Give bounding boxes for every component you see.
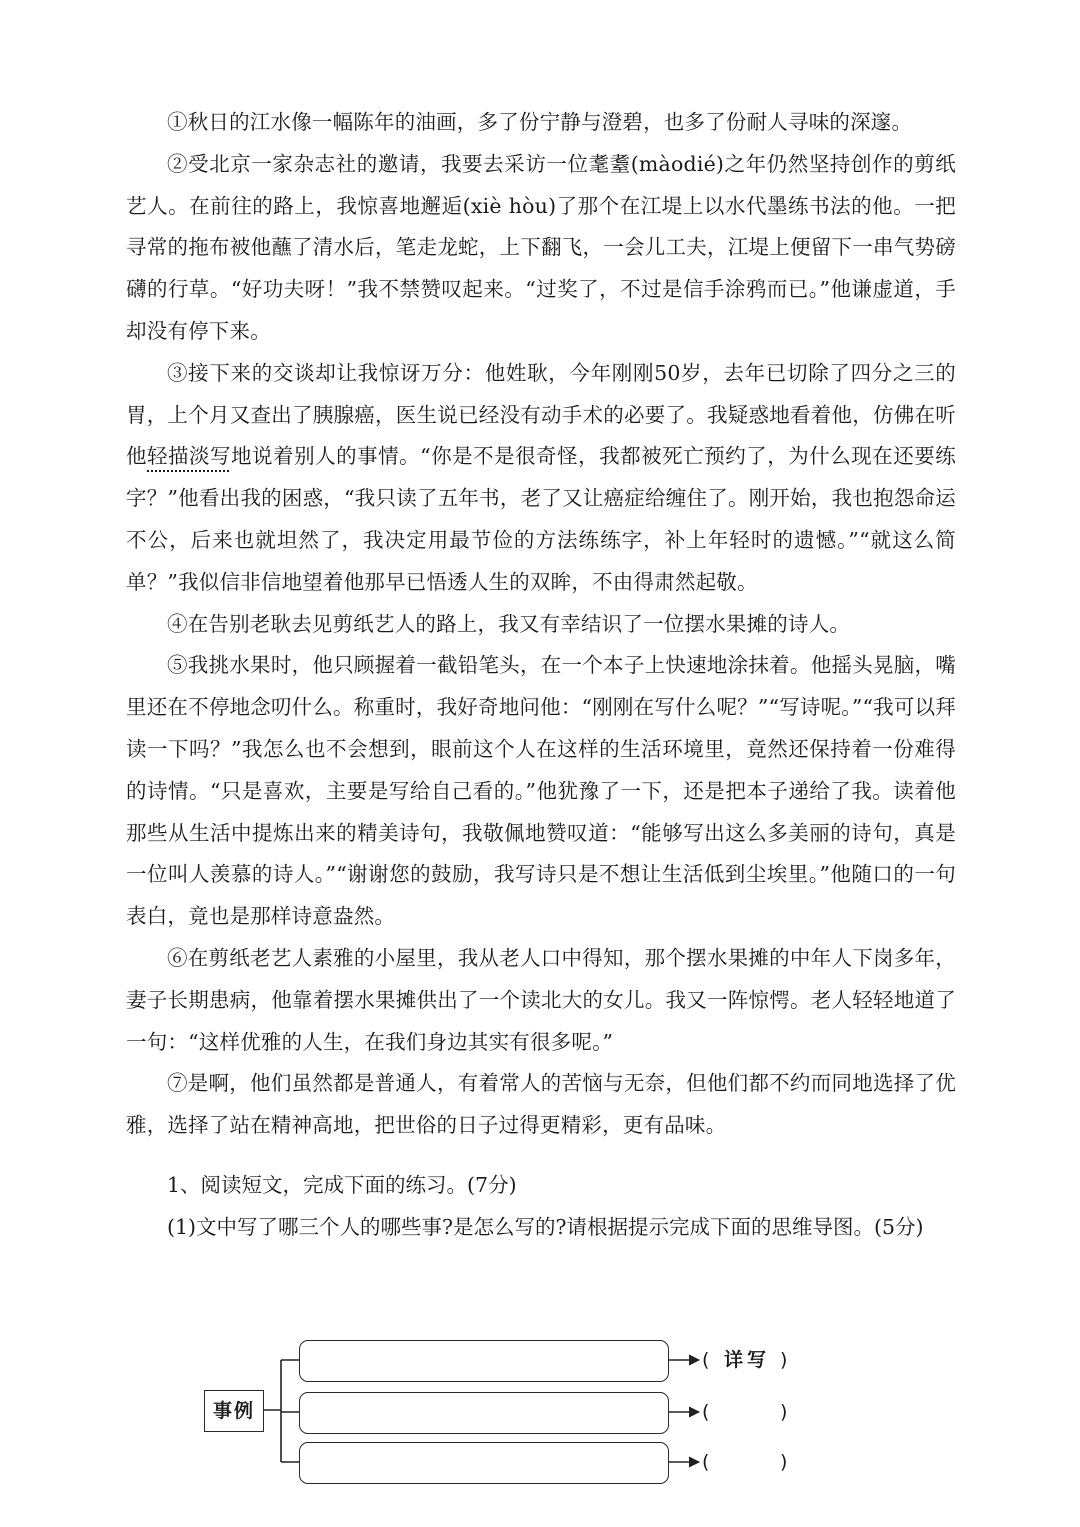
emphasized-phrase: 轻描淡写: [147, 444, 232, 469]
paren-open: (: [702, 1349, 710, 1371]
root-node-events: 事例: [204, 1390, 264, 1432]
paragraph-5: ⑤我挑水果时，他只顾握着一截铅笔头，在一个本子上快速地涂抹着。他摇头晃脑，嘴里还在不停地念叨什么。称重时，我好奇地问他：“刚刚在写什么呢？”“写诗呢。”“我可以拜读一下吗？”我怎么也不会想到，眼前这个人在这样的生活环境里，竟然还保持着一份难得的诗情。“只是喜欢，主要是写给自己看的。”他犹豫了一下，还是把本子递给了我。读着他那些从生活中提炼出来的精美诗句，我敬佩地赞叹道：“能够写出这么多美丽的诗句，真是一位叫人羡慕的诗人。”“谢谢您的鼓励，我写诗只是不想让生活低到尘埃里。”他随口的一句表白，竟也是那样诗意盎然。: [126, 653, 956, 929]
paren-open: (: [702, 1451, 710, 1473]
label-paren-2[interactable]: [702, 1400, 792, 1424]
answer-box-1[interactable]: [299, 1340, 669, 1382]
label-paren-1: [702, 1348, 792, 1372]
paren-close: ): [780, 1451, 788, 1473]
paragraph-4: ④在告别老耿去见剪纸艺人的路上，我又有幸结识了一位摆水果摊的诗人。: [167, 611, 851, 636]
paragraph-3: ③接下来的交谈却让我惊讶万分：他姓耿，今年刚刚50岁，去年已切除了四分之三的胃，上个月又查出了胰腺癌，医生说已经没有动手术的必要了。我疑惑地看着他，仿佛在听他轻描淡写地说着别人的事情。“你是不是很奇怪，我都被死亡预约了，为什么现在还要练字？”他看出我的困惑，“我只读了五年书，老了又让癌症给缠住了。刚开始，我也抱怨命运不公，后来也就坦然了，我决定用最节俭的方法练练字，补上年轻时的遗憾。”“就这么简单？”我似信非信地望着他那早已悟透人生的双眸，不由得肃然起敬。: [126, 360, 956, 594]
detail-label: 详写: [724, 1349, 771, 1371]
paren-close: ): [780, 1401, 788, 1423]
paren-close: ): [780, 1349, 788, 1371]
answer-box-2[interactable]: [299, 1392, 669, 1434]
paren-open: (: [702, 1401, 710, 1423]
paragraph-7: ⑦是啊，他们虽然都是普通人，有着常人的苦恼与无奈，但他们都不约而同地选择了优雅，选择了站在精神高地，把世俗的日子过得更精彩，更有品味。: [126, 1071, 956, 1138]
paragraph-1: ①秋日的江水像一幅陈年的油画，多了份宁静与澄碧，也多了份耐人寻味的深邃。: [167, 110, 913, 134]
question-1-part-1: (1)文中写了哪三个人的哪些事?是怎么写的?请根据提示完成下面的思维导图。(5分): [167, 1214, 924, 1239]
exercise-section: [126, 1165, 956, 1249]
label-paren-3[interactable]: [702, 1450, 792, 1474]
question-1: 1、阅读短文，完成下面的练习。(7分): [167, 1173, 517, 1197]
paragraph-2: ②受北京一家杂志社的邀请，我要去采访一位耄耋(màodié)之年仍然坚持创作的剪纸艺人。在前往的路上，我惊喜地邂逅(xiè hòu)了那个在江堤上以水代墨练书法的他。一把寻常的拖布被他蘸了清水后，笔走龙蛇，上下翻飞，一会儿工夫，江堤上便留下一串气势磅礴的行草。“好功夫呀！”我不禁赞叹起来。“过奖了，不过是信手涂鸦而已。”他谦虚道，手却没有停下来。: [126, 151, 956, 343]
answer-box-3[interactable]: [299, 1442, 669, 1484]
paragraph-6: ⑥在剪纸老艺人素雅的小屋里，我从老人口中得知，那个摆水果摊的中年人下岗多年，妻子长期患病，他靠着摆水果摊供出了一个读北大的女儿。我又一阵惊愕。老人轻轻地道了一句：“这样优雅的人生，在我们身边其实有很多呢。”: [126, 945, 956, 1054]
article-body: [126, 102, 956, 1147]
